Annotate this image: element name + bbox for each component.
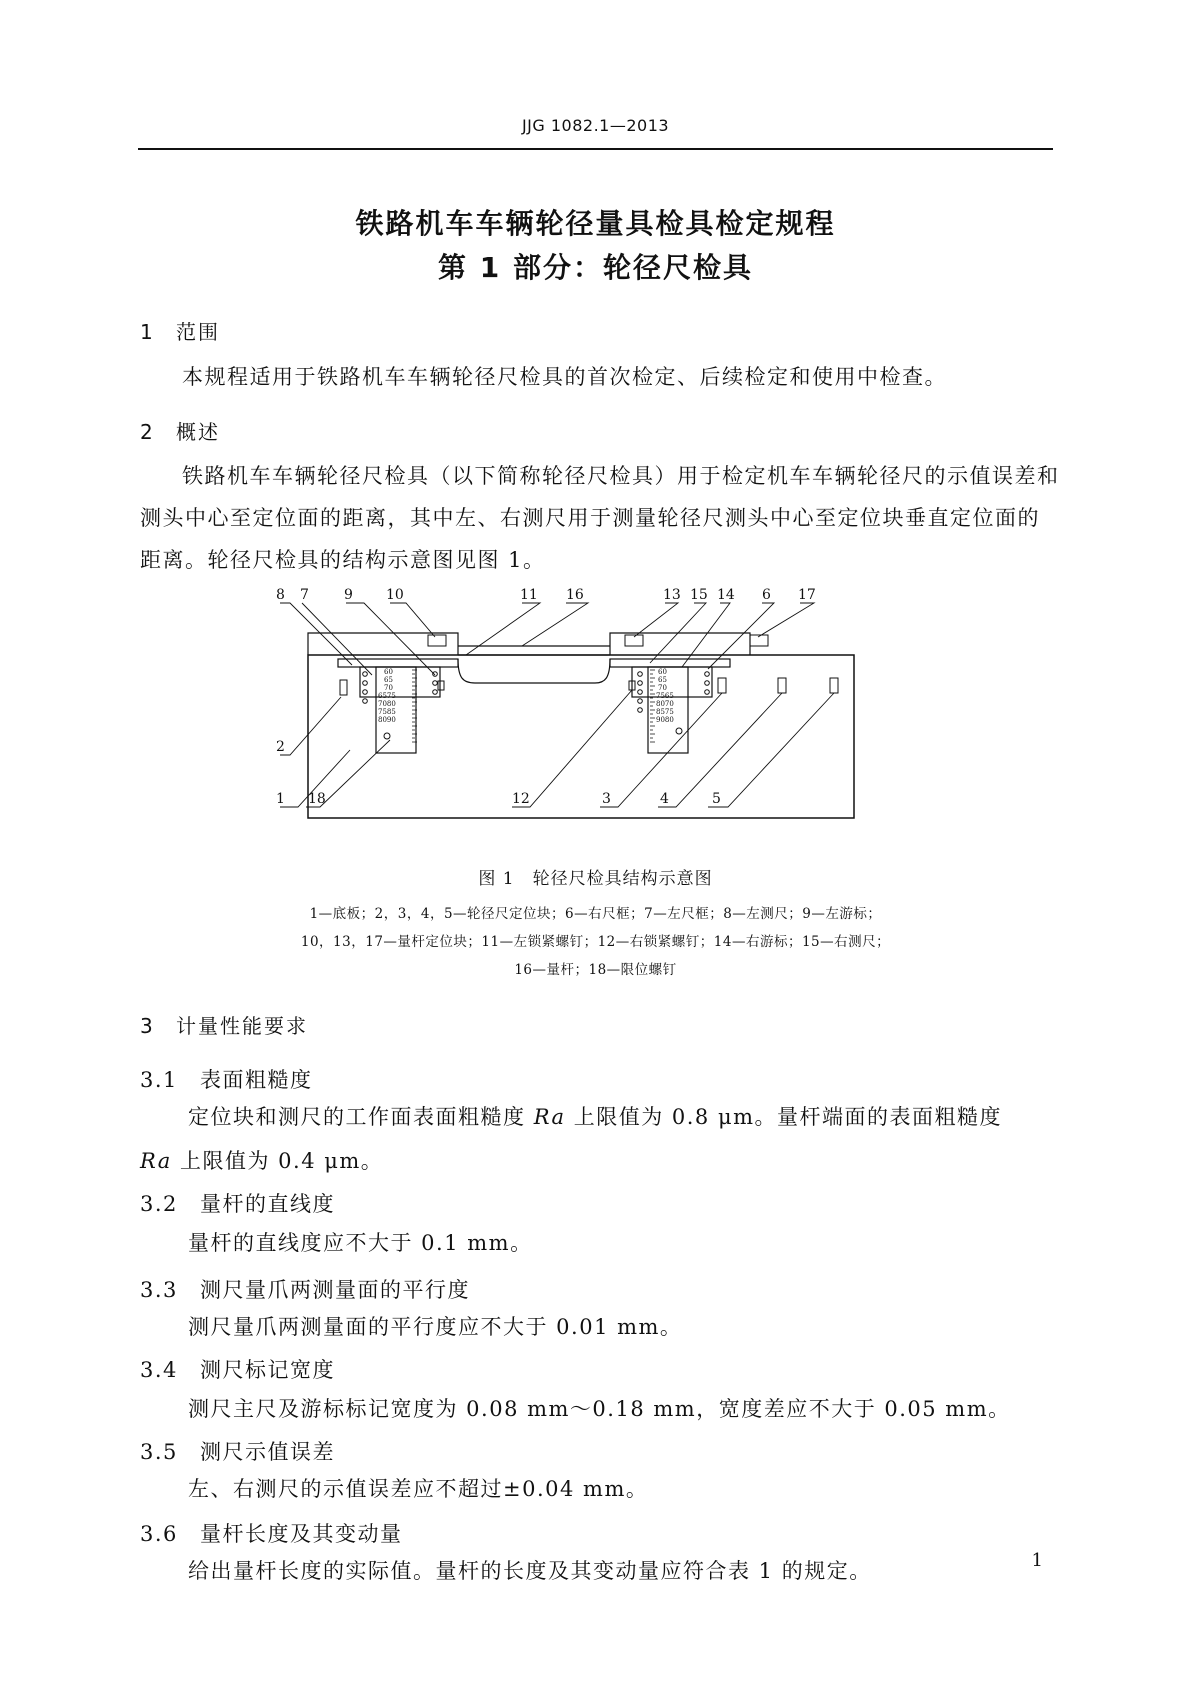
svg-text:6: 6 [762, 587, 771, 603]
figure-legend-line: 1—底板；2，3，4，5—轮径尺定位块；6—右尺框；7—左尺框；8—左测尺；9—左游标； [309, 906, 882, 922]
subsection-3-1-text-line2: Ra 上限值为 0.4 μm。 [140, 1149, 384, 1173]
svg-text:10: 10 [386, 587, 404, 603]
svg-text:8: 8 [276, 587, 285, 603]
document-subtitle: 第 1 部分：轮径尺检具 [438, 251, 753, 284]
svg-text:5: 5 [712, 791, 721, 807]
subsection-3-4-heading: 3.4 测尺标记宽度 [140, 1358, 335, 1382]
svg-text:12: 12 [512, 791, 530, 807]
locator-block-2 [340, 680, 347, 695]
svg-text:13: 13 [663, 587, 681, 603]
section-title: 范围 [176, 320, 220, 344]
lock-screw-11 [438, 681, 444, 690]
svg-text:65: 65 [658, 676, 667, 684]
gauge-rod [458, 646, 610, 655]
svg-text:8575: 8575 [656, 708, 674, 716]
section-2-heading [140, 416, 220, 445]
right-scale-labels [656, 668, 674, 724]
callout-numbers [276, 587, 816, 807]
limit-screw-18 [384, 733, 390, 739]
subsection-3-6-heading: 3.6 量杆长度及其变动量 [140, 1522, 403, 1546]
svg-text:9: 9 [344, 587, 353, 603]
section-title: 概述 [176, 420, 220, 444]
section-number: 2 [140, 420, 155, 444]
section-2-paragraph: 铁路机车车辆轮径尺检具（以下简称轮径尺检具）用于检定机车车辆轮径尺的示值误差和测头中心至定位面的距离，其中左、右测尺用于测量轮径尺测头中心至定位块垂直定位面的距离。轮径尺检具的结构示意图见图 1。 [140, 464, 1060, 572]
figure-caption: 图 1 轮径尺检具结构示意图 [478, 869, 713, 889]
svg-text:15: 15 [690, 587, 708, 603]
svg-text:70: 70 [658, 684, 667, 692]
svg-text:3: 3 [602, 791, 611, 807]
left-frame [360, 667, 440, 697]
subsection-3-4-text: 测尺主尺及游标标记宽度为 0.08 mm～0.18 mm，宽度差应不大于 0.05 mm。 [188, 1397, 1011, 1421]
subsection-3-6-text: 给出量杆长度的实际值。量杆的长度及其变动量应符合表 1 的规定。 [188, 1559, 872, 1583]
rod-locator-10 [428, 635, 446, 646]
section-number: 1 [140, 320, 155, 344]
subsection-3-5-text: 左、右测尺的示值误差应不超过±0.04 mm。 [188, 1477, 649, 1501]
svg-text:14: 14 [717, 587, 735, 603]
subsection-3-1-heading: 3.1 表面粗糙度 [140, 1068, 313, 1092]
svg-text:8070: 8070 [656, 700, 674, 708]
svg-text:60: 60 [384, 668, 393, 676]
subsection-3-2-text: 量杆的直线度应不大于 0.1 mm。 [188, 1231, 533, 1255]
svg-text:4: 4 [660, 791, 669, 807]
section-3-heading [140, 1010, 308, 1039]
svg-text:65: 65 [384, 676, 393, 684]
svg-text:2: 2 [276, 739, 285, 755]
svg-text:1: 1 [276, 791, 285, 807]
section-number: 3 [140, 1014, 155, 1038]
svg-text:7565: 7565 [656, 692, 674, 700]
document-title: 铁路机车车辆轮径量具检具检定规程 [355, 207, 836, 240]
subsection-3-5-heading: 3.5 测尺示值误差 [140, 1440, 335, 1464]
svg-text:70: 70 [384, 684, 393, 692]
svg-text:9080: 9080 [656, 716, 674, 724]
page-number: 1 [1031, 1550, 1043, 1571]
svg-text:17: 17 [798, 587, 816, 603]
subsection-3-2-heading: 3.2 量杆的直线度 [140, 1192, 335, 1216]
svg-text:8090: 8090 [378, 716, 396, 724]
svg-text:7585: 7585 [378, 708, 396, 716]
svg-text:7: 7 [300, 587, 309, 603]
header-rule [138, 148, 1053, 150]
section-title: 计量性能要求 [176, 1014, 308, 1038]
section-1-paragraph: 本规程适用于铁路机车车辆轮径尺检具的首次检定、后续检定和使用中检查。 [182, 365, 947, 389]
svg-text:18: 18 [308, 791, 326, 807]
svg-text:16: 16 [566, 587, 584, 603]
locator-block-5 [830, 678, 838, 693]
svg-text:7080: 7080 [378, 700, 396, 708]
right-ruler-bar [610, 659, 730, 667]
subsection-3-3-heading: 3.3 测尺量爪两测量面的平行度 [140, 1278, 470, 1302]
locator-block-4 [778, 678, 786, 693]
right-limit-screw [676, 728, 682, 734]
svg-text:11: 11 [520, 587, 538, 603]
subsection-3-3-text: 测尺量爪两测量面的平行度应不大于 0.01 mm。 [188, 1315, 683, 1339]
left-ruler-bar [338, 659, 458, 667]
running-header: JJG 1082.1—2013 [521, 116, 670, 135]
structure-diagram [276, 587, 930, 870]
svg-text:6575: 6575 [378, 692, 396, 700]
rod-guide [458, 659, 610, 683]
left-scale-labels [378, 668, 396, 724]
right-top-block [610, 633, 750, 655]
section-1-heading [140, 316, 220, 345]
svg-text:60: 60 [658, 668, 667, 676]
figure-legend-line: 10，13，17—量杆定位块；11—左锁紧螺钉；12—右锁紧螺钉；14—右游标；15—右测尺； [300, 934, 891, 950]
figure-legend-line: 16—量杆；18—限位螺钉 [514, 962, 677, 978]
subsection-3-1-text-line1: 定位块和测尺的工作面表面粗糙度 Ra 上限值为 0.8 μm。量杆端面的表面粗糙度 [188, 1105, 1002, 1129]
locator-block-3 [718, 678, 726, 693]
